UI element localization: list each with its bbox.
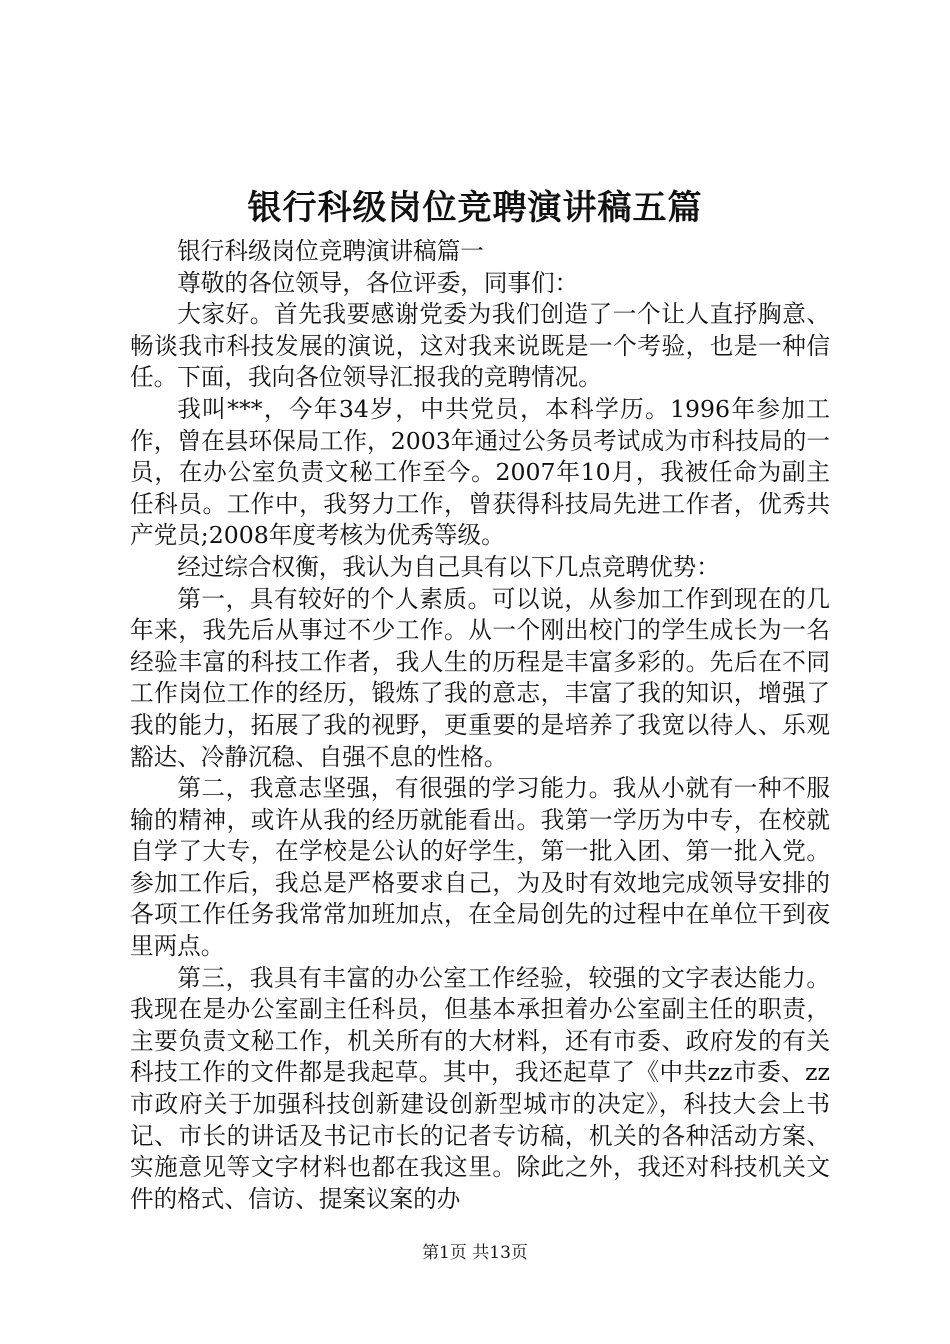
paragraph-self-introduction: 我叫***，今年34岁，中共党员，本科学历。1996年参加工作，曾在县环保局工作，2003年通过公务员考试成为市科技局的一员，在办公室负责文秘工作至今。2007年10月，我被任命为副主任科员。工作中，我努力工作，曾获得科技局先进工作者，优秀共产党员;2008年度考核为优秀等级。 bbox=[130, 394, 830, 550]
page-title: 银行科级岗位竞聘演讲稿五篇 bbox=[247, 188, 703, 228]
document-body bbox=[130, 236, 830, 1215]
paragraph-advantage-two: 第二，我意志坚强，有很强的学习能力。我从小就有一种不服输的精神，或许从我的经历就能看出。我第一学历为中专，在校就自学了大专，在学校是公认的好学生，第一批入团、第一批入党。参加工作后，我总是严格要求自己，为及时有效地完成领导安排的各项工作任务我常常加班加点，在全局创先的过程中在单位干到夜里两点。 bbox=[130, 774, 830, 961]
paragraph-greeting: 大家好。首先我要感谢党委为我们创造了一个让人直抒胸意、畅谈我市科技发展的演说，这对我来说既是一个考验，也是一种信任。下面，我向各位领导汇报我的竞聘情况。 bbox=[130, 300, 830, 392]
paragraph-advantages-intro: 经过综合权衡，我认为自己具有以下几点竞聘优势： bbox=[177, 552, 720, 581]
paragraph-section-heading: 银行科级岗位竞聘演讲稿篇一 bbox=[177, 237, 484, 265]
page-footer: 第1页 共13页 bbox=[422, 1243, 528, 1263]
paragraph-salutation: 尊敬的各位领导，各位评委，同事们： bbox=[177, 268, 579, 297]
paragraph-advantage-three: 第三，我具有丰富的办公室工作经验，较强的文字表达能力。我现在是办公室副主任科员，但基本承担着办公室副主任的职责，主要负责文秘工作，机关所有的大材料，还有市委、政府发的有关科技工作的文件都是我起草。其中，我还起草了《中共zz市委、zz市政府关于加强科技创新建设创新型城市的决定》，科技大会上书记、市长的讲话及书记市长的记者专访稿，机关的各种活动方案、实施意见等文字材料也都在我这里。除此之外，我还对科技机关文件的格式、信访、提案议案的办 bbox=[130, 963, 830, 1213]
paragraph-advantage-one: 第一，具有较好的个人素质。可以说，从参加工作到现在的几年来，我先后从事过不少工作。从一个刚出校门的学生成长为一名经验丰富的科技工作者，我人生的历程是丰富多彩的。先后在不同工作岗位工作的经历，锻炼了我的意志，丰富了我的知识，增强了我的能力，拓展了我的视野，更重要的是培养了我宽以待人、乐观豁达、冷静沉稳、自强不息的性格。 bbox=[130, 584, 830, 771]
